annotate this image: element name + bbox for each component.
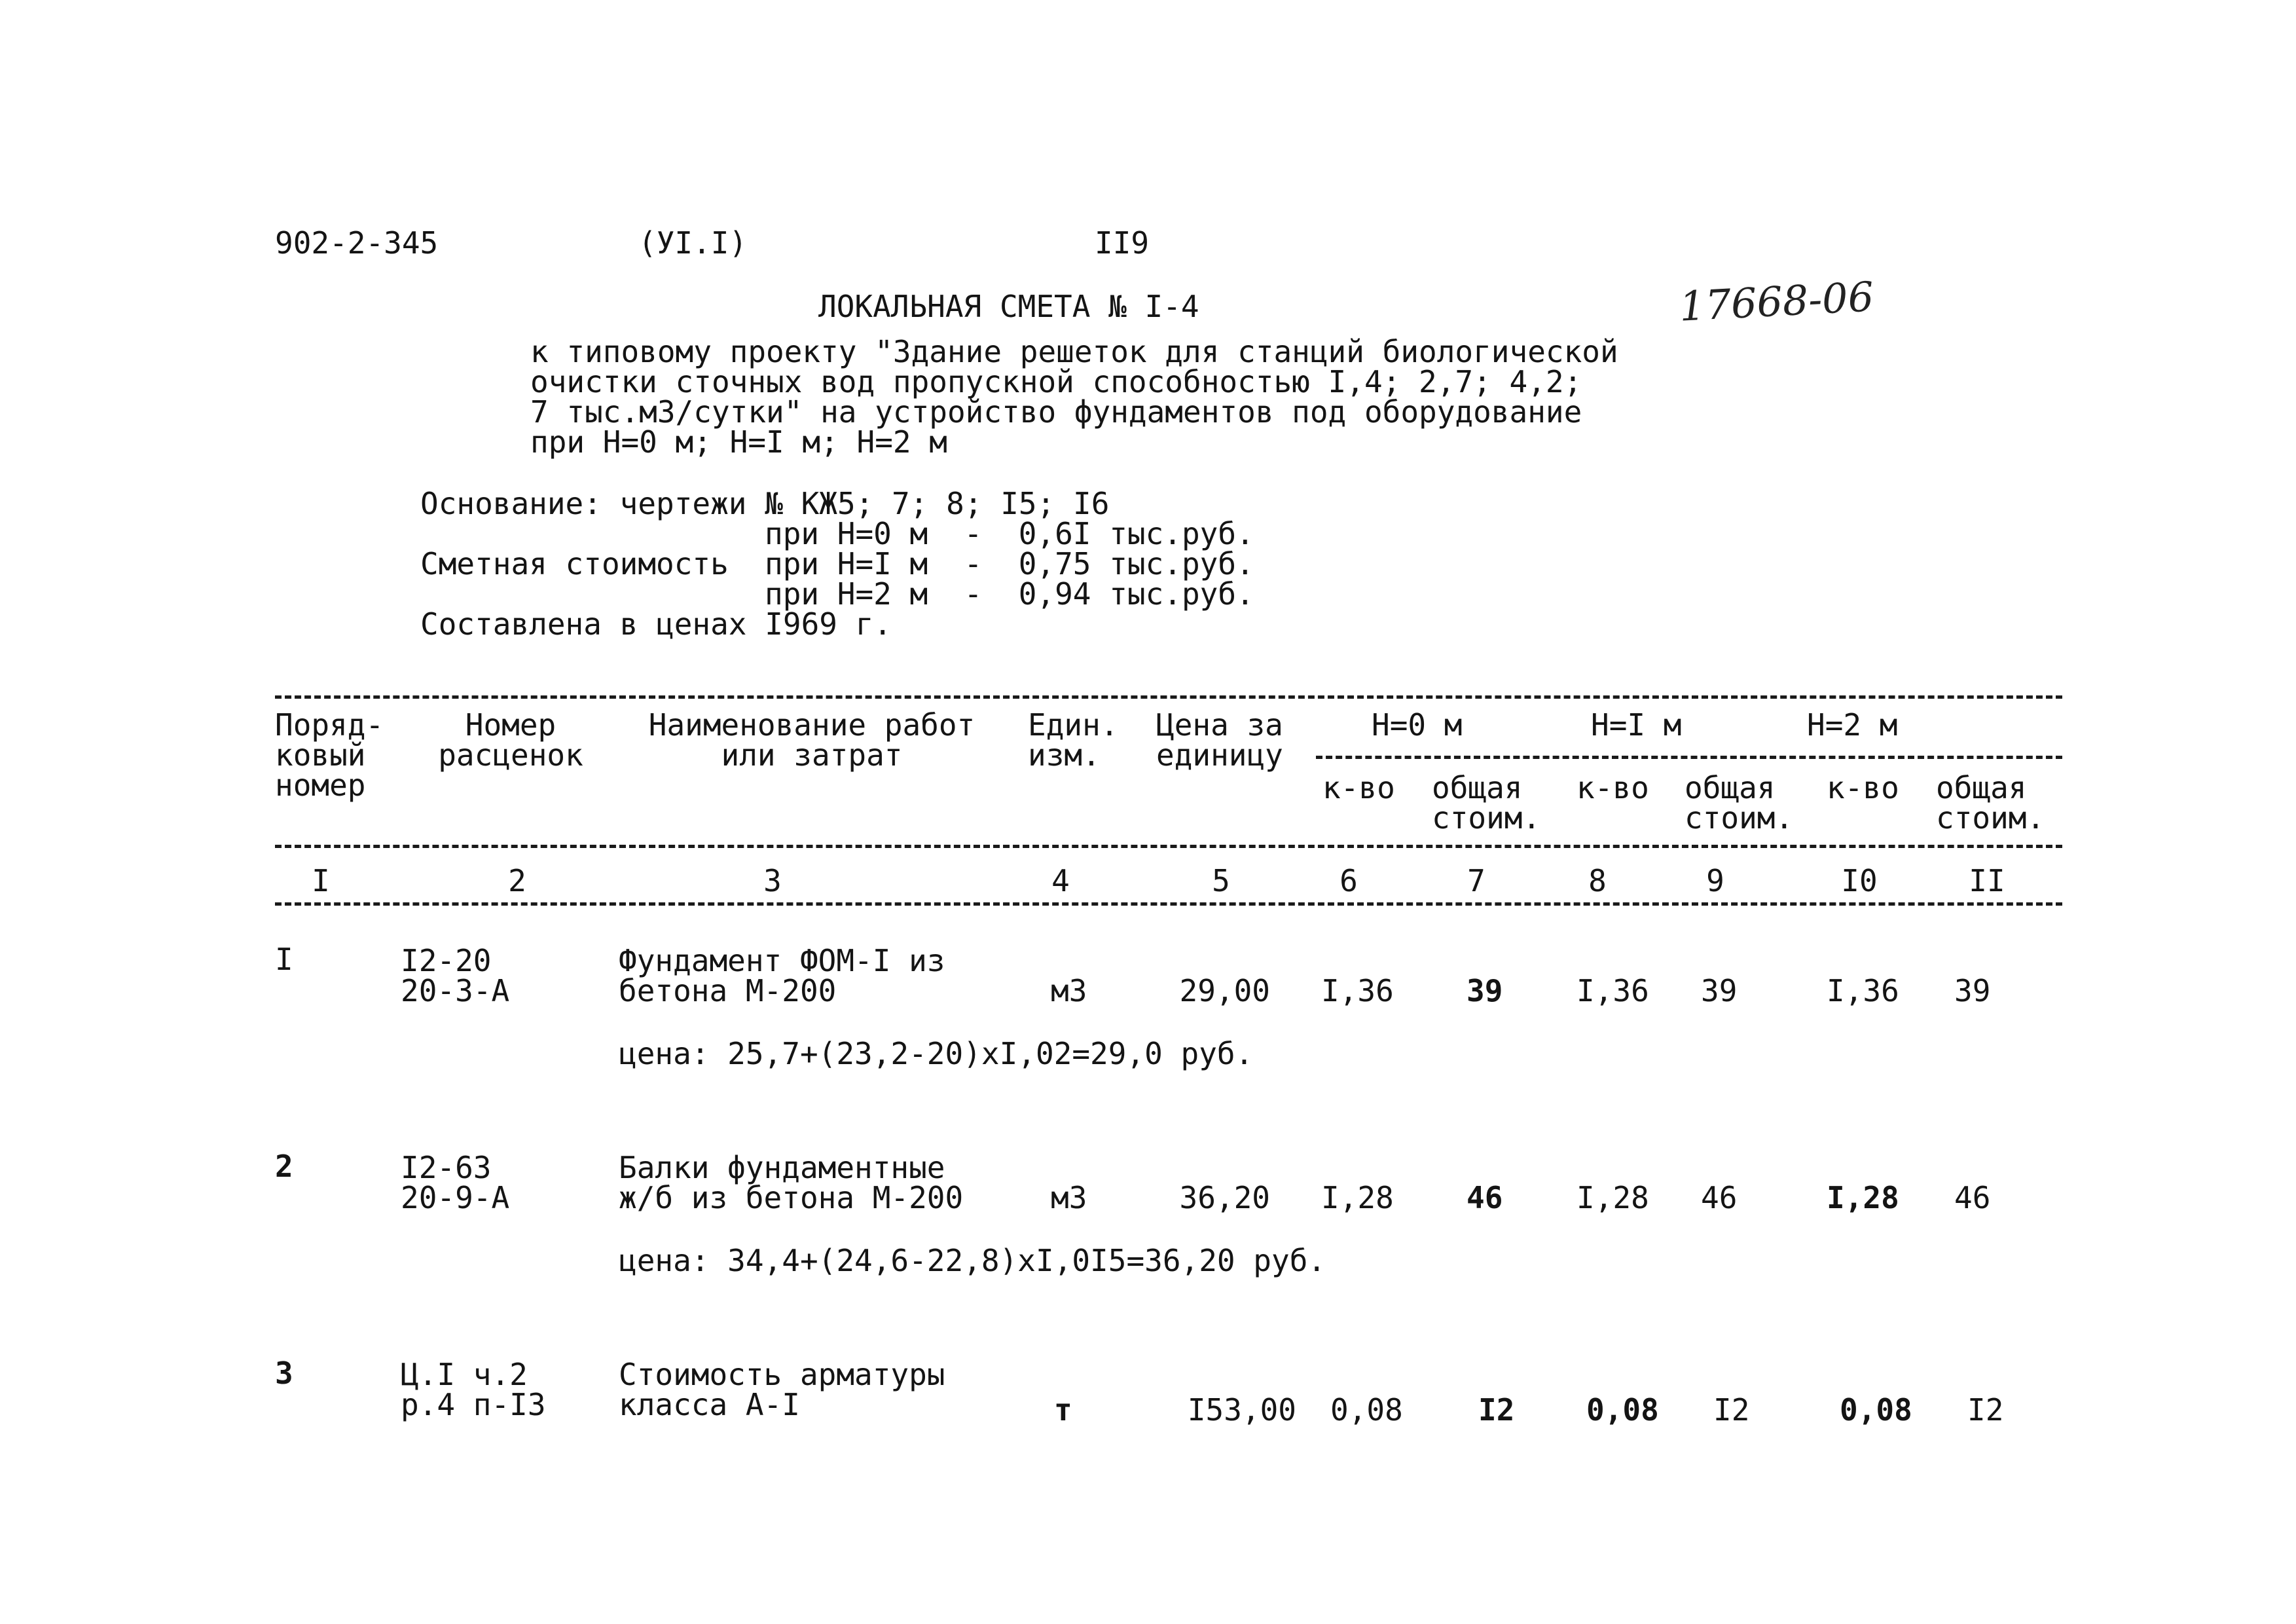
unit-price: I53,00 bbox=[1187, 1392, 1296, 1428]
header-col2-line2: расценок bbox=[438, 737, 583, 773]
work-name-line1: Фундамент ФОМ-I из bbox=[619, 943, 945, 978]
description-line-1: к типовому проекту "Здание решеток для станций биологической bbox=[530, 334, 1618, 369]
cost-h2: при Н=2 м - 0,94 тыс.руб. bbox=[765, 576, 1254, 612]
header-h2: Н=2 м bbox=[1807, 707, 1898, 743]
work-name-line1: Балки фундаментные bbox=[619, 1150, 945, 1185]
rate-code-line2: р.4 п-I3 bbox=[401, 1387, 546, 1422]
column-number-11: II bbox=[1969, 863, 2005, 898]
header-col4-line2: изм. bbox=[1028, 737, 1101, 773]
header-qty-h0: к-во bbox=[1322, 770, 1395, 805]
column-number-5: 5 bbox=[1212, 863, 1230, 898]
column-number-1: I bbox=[312, 863, 330, 898]
column-number-10: I0 bbox=[1841, 863, 1878, 898]
header-col1-line3: номер bbox=[275, 767, 366, 803]
description-line-2: очистки сточных вод пропускной способностью I,4; 2,7; 4,2; bbox=[530, 364, 1582, 399]
total-h0: 46 bbox=[1467, 1180, 1503, 1215]
column-number-7: 7 bbox=[1467, 863, 1485, 898]
prices-line: Составлена в ценах I969 г. bbox=[420, 606, 892, 642]
work-name-line2: класса А-I bbox=[619, 1387, 800, 1422]
qty-h2: 0,08 bbox=[1840, 1392, 1912, 1428]
header-total-h2-line2: стоим. bbox=[1936, 800, 2045, 836]
cost-label: Сметная стоимость bbox=[420, 546, 729, 581]
header-bottom-rule bbox=[275, 845, 2062, 848]
total-h2: 46 bbox=[1954, 1180, 1991, 1215]
unit: м3 bbox=[1051, 973, 1087, 1008]
qty-h2: I,36 bbox=[1827, 973, 1899, 1008]
qty-h1: I,36 bbox=[1576, 973, 1649, 1008]
work-name-line2: бетона М-200 bbox=[619, 973, 837, 1008]
row-number: I bbox=[275, 942, 293, 977]
header-col5-line1: Цена за bbox=[1156, 707, 1283, 743]
header-total-h0-line1: общая bbox=[1432, 770, 1523, 805]
header-col4-line1: Един. bbox=[1028, 707, 1119, 743]
description-line-4: при Н=0 м; Н=I м; Н=2 м bbox=[530, 424, 947, 460]
work-name-line2: ж/б из бетона М-200 bbox=[619, 1180, 964, 1215]
column-number-9: 9 bbox=[1706, 863, 1724, 898]
header-qty-h1: к-во bbox=[1576, 770, 1649, 805]
price-note: цена: 34,4+(24,6-22,8)хI,0I5=36,20 руб. bbox=[619, 1243, 1326, 1278]
price-note: цена: 25,7+(23,2-20)хI,02=29,0 руб. bbox=[619, 1036, 1254, 1071]
rate-code-line1: Ц.I ч.2 bbox=[401, 1357, 528, 1392]
unit: м3 bbox=[1051, 1180, 1087, 1215]
basis-line: Основание: чертежи № КЖ5; 7; 8; I5; I6 bbox=[420, 486, 1110, 521]
header-col2-line1: Номер bbox=[465, 707, 556, 743]
work-name-line1: Стоимость арматуры bbox=[619, 1357, 945, 1392]
header-total-h2-line1: общая bbox=[1936, 770, 2027, 805]
unit: т bbox=[1054, 1392, 1072, 1428]
column-number-8: 8 bbox=[1588, 863, 1607, 898]
header-qty-h2: к-во bbox=[1827, 770, 1899, 805]
description-line-3: 7 тыс.м3/сутки" на устройство фундаментов под оборудование bbox=[530, 394, 1582, 430]
header-h1: Н=I м bbox=[1591, 707, 1682, 743]
qty-h0: I,28 bbox=[1321, 1180, 1394, 1215]
page-number: II9 bbox=[1095, 225, 1150, 261]
document-part: (УI.I) bbox=[638, 225, 748, 261]
total-h1: 39 bbox=[1701, 973, 1738, 1008]
total-h2: 39 bbox=[1954, 973, 1991, 1008]
page-title: ЛОКАЛЬНАЯ СМЕТА № I-4 bbox=[818, 289, 1199, 324]
qty-h2: I,28 bbox=[1827, 1180, 1899, 1215]
rate-code-line1: I2-20 bbox=[401, 943, 492, 978]
header-col5-line2: единицу bbox=[1156, 737, 1283, 773]
header-col1-line1: Поряд- bbox=[275, 707, 384, 743]
header-col3-line1: Наименование работ bbox=[648, 707, 975, 743]
handwritten-number: 17668-06 bbox=[1678, 272, 1875, 331]
column-number-3: 3 bbox=[763, 863, 782, 898]
header-col3-line2: или затрат bbox=[721, 737, 903, 773]
table-top-rule bbox=[275, 695, 2062, 699]
unit-price: 36,20 bbox=[1179, 1180, 1270, 1215]
rate-code-line1: I2-63 bbox=[401, 1150, 492, 1185]
total-h0: I2 bbox=[1478, 1392, 1515, 1428]
column-numbers-rule bbox=[275, 902, 2062, 906]
row-number: 3 bbox=[275, 1356, 293, 1391]
qty-h1: I,28 bbox=[1576, 1180, 1649, 1215]
header-total-h1-line1: общая bbox=[1685, 770, 1776, 805]
header-total-h1-line2: стоим. bbox=[1685, 800, 1794, 836]
unit-price: 29,00 bbox=[1179, 973, 1270, 1008]
total-h0: 39 bbox=[1467, 973, 1503, 1008]
total-h1: I2 bbox=[1713, 1392, 1750, 1428]
height-group-rule bbox=[1316, 756, 2062, 759]
row-number: 2 bbox=[275, 1149, 293, 1184]
total-h1: 46 bbox=[1701, 1180, 1738, 1215]
rate-code-line2: 20-3-А bbox=[401, 973, 510, 1008]
qty-h0: 0,08 bbox=[1330, 1392, 1403, 1428]
total-h2: I2 bbox=[1967, 1392, 2004, 1428]
cost-h0: при Н=0 м - 0,6I тыс.руб. bbox=[765, 516, 1254, 551]
qty-h1: 0,08 bbox=[1586, 1392, 1659, 1428]
header-h0: Н=0 м bbox=[1372, 707, 1463, 743]
document-code: 902-2-345 bbox=[275, 225, 439, 261]
column-number-4: 4 bbox=[1051, 863, 1070, 898]
rate-code-line2: 20-9-А bbox=[401, 1180, 510, 1215]
header-total-h0-line2: стоим. bbox=[1432, 800, 1541, 836]
column-number-6: 6 bbox=[1339, 863, 1358, 898]
cost-h1: при Н=I м - 0,75 тыс.руб. bbox=[765, 546, 1254, 581]
qty-h0: I,36 bbox=[1321, 973, 1394, 1008]
column-number-2: 2 bbox=[508, 863, 526, 898]
header-col1-line2: ковый bbox=[275, 737, 366, 773]
